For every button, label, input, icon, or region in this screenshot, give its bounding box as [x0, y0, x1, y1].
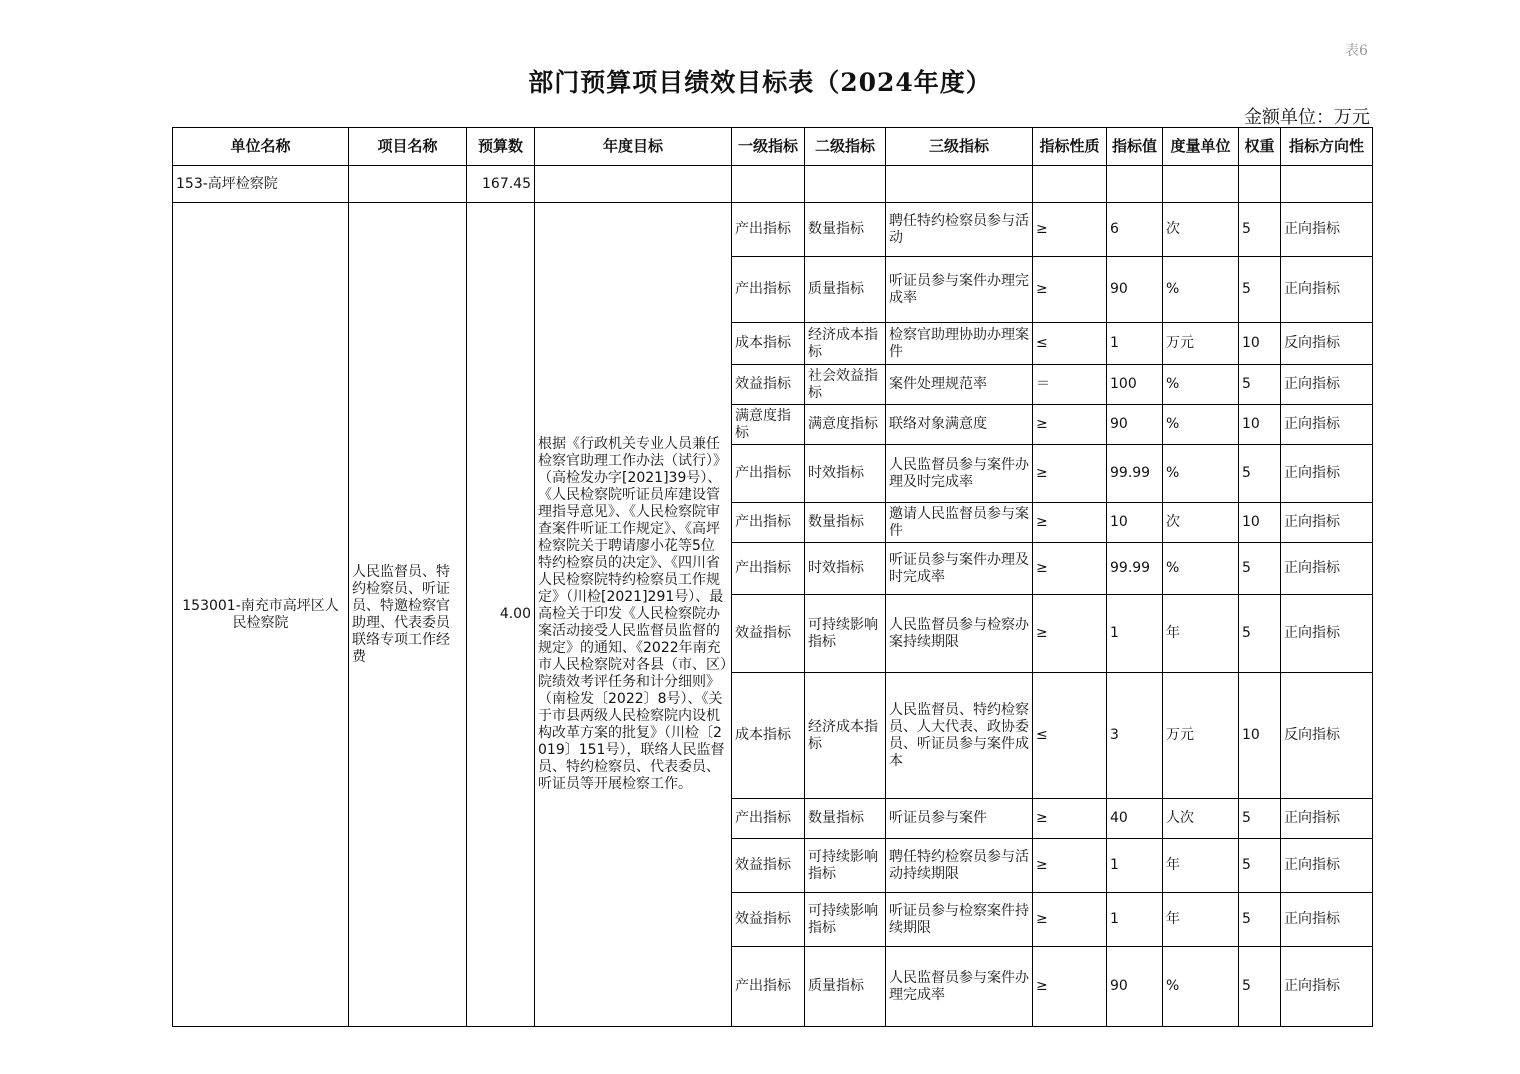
header-cell: 指标性质 — [1033, 128, 1107, 166]
indicator-level2: 满意度指标 — [805, 405, 886, 445]
empty-cell — [1107, 166, 1163, 203]
indicator-nature: ≥ — [1033, 405, 1107, 445]
indicator-level3: 听证员参与检察案件持续期限 — [886, 893, 1033, 947]
project-name: 人民监督员、特约检察员、听证员、特邀检察官助理、代表委员联络专项工作经费 — [349, 203, 467, 1027]
indicator-nature: ≤ — [1033, 323, 1107, 365]
empty-cell — [732, 166, 805, 203]
indicator-value: 1 — [1107, 839, 1163, 893]
indicator-direction: 正向指标 — [1281, 257, 1373, 323]
empty-cell — [1239, 166, 1281, 203]
indicator-nature: ≥ — [1033, 799, 1107, 839]
indicator-direction: 正向指标 — [1281, 947, 1373, 1027]
header-cell: 项目名称 — [349, 128, 467, 166]
header-cell: 三级指标 — [886, 128, 1033, 166]
indicator-direction: 反向指标 — [1281, 673, 1373, 799]
indicator-level2: 时效指标 — [805, 543, 886, 595]
indicator-row — [173, 203, 1373, 257]
indicator-weight: 10 — [1239, 323, 1281, 365]
indicator-level1: 产出指标 — [732, 257, 805, 323]
indicator-level2: 经济成本指标 — [805, 323, 886, 365]
indicator-weight: 5 — [1239, 257, 1281, 323]
indicator-value: 1 — [1107, 893, 1163, 947]
indicator-weight: 5 — [1239, 893, 1281, 947]
summary-unit: 153-高坪检察院 — [173, 166, 349, 203]
indicator-weight: 5 — [1239, 203, 1281, 257]
unit-note: 金额单位：万元 — [1244, 107, 1370, 128]
indicator-value: 3 — [1107, 673, 1163, 799]
indicator-direction: 正向指标 — [1281, 595, 1373, 673]
indicator-level1: 效益指标 — [732, 839, 805, 893]
indicator-direction: 正向指标 — [1281, 839, 1373, 893]
indicator-level1: 满意度指标 — [732, 405, 805, 445]
indicator-direction: 正向指标 — [1281, 893, 1373, 947]
indicator-level2: 可持续影响指标 — [805, 839, 886, 893]
indicator-value: 1 — [1107, 595, 1163, 673]
indicator-weight: 5 — [1239, 445, 1281, 503]
performance-table — [172, 127, 1373, 1027]
indicator-weight: 5 — [1239, 365, 1281, 405]
indicator-level2: 可持续影响指标 — [805, 595, 886, 673]
indicator-level3: 人民监督员、特约检察员、人大代表、政协委员、听证员参与案件成本 — [886, 673, 1033, 799]
indicator-level3: 聘任特约检察员参与活动 — [886, 203, 1033, 257]
indicator-level2: 质量指标 — [805, 947, 886, 1027]
header-cell: 预算数 — [467, 128, 535, 166]
indicator-nature: ≥ — [1033, 543, 1107, 595]
indicator-unit: 人次 — [1163, 799, 1239, 839]
indicator-unit: 万元 — [1163, 673, 1239, 799]
indicator-nature: ≥ — [1033, 839, 1107, 893]
header-cell: 指标值 — [1107, 128, 1163, 166]
indicator-nature: ≥ — [1033, 203, 1107, 257]
header-cell: 一级指标 — [732, 128, 805, 166]
header-cell: 权重 — [1239, 128, 1281, 166]
indicator-level2: 数量指标 — [805, 203, 886, 257]
indicator-level1: 产出指标 — [732, 503, 805, 543]
indicator-value: 90 — [1107, 257, 1163, 323]
header-cell: 单位名称 — [173, 128, 349, 166]
indicator-unit: % — [1163, 365, 1239, 405]
indicator-value: 6 — [1107, 203, 1163, 257]
indicator-level1: 成本指标 — [732, 323, 805, 365]
project-unit: 153001-南充市高坪区人民检察院 — [173, 203, 349, 1027]
table-tag: 表6 — [1345, 43, 1368, 59]
indicator-value: 90 — [1107, 405, 1163, 445]
indicator-level3: 邀请人民监督员参与案件 — [886, 503, 1033, 543]
indicator-value: 1 — [1107, 323, 1163, 365]
indicator-weight: 5 — [1239, 543, 1281, 595]
indicator-weight: 5 — [1239, 947, 1281, 1027]
indicator-weight: 10 — [1239, 673, 1281, 799]
indicator-direction: 正向指标 — [1281, 203, 1373, 257]
indicator-unit: 年 — [1163, 595, 1239, 673]
indicator-level1: 成本指标 — [732, 673, 805, 799]
header-cell: 年度目标 — [535, 128, 732, 166]
indicator-value: 99.99 — [1107, 543, 1163, 595]
indicator-unit: 年 — [1163, 839, 1239, 893]
indicator-level3: 聘任特约检察员参与活动持续期限 — [886, 839, 1033, 893]
header-cell: 二级指标 — [805, 128, 886, 166]
empty-cell — [1033, 166, 1107, 203]
empty-cell — [886, 166, 1033, 203]
header-cell: 指标方向性 — [1281, 128, 1373, 166]
empty-cell — [1281, 166, 1373, 203]
indicator-nature: ≥ — [1033, 445, 1107, 503]
indicator-level3: 人民监督员参与检察办案持续期限 — [886, 595, 1033, 673]
indicator-nature: ≥ — [1033, 947, 1107, 1027]
indicator-nature: ≥ — [1033, 595, 1107, 673]
indicator-direction: 正向指标 — [1281, 543, 1373, 595]
header-row — [173, 128, 1373, 166]
indicator-weight: 10 — [1239, 503, 1281, 543]
indicator-direction: 正向指标 — [1281, 405, 1373, 445]
indicator-value: 40 — [1107, 799, 1163, 839]
indicator-unit: % — [1163, 445, 1239, 503]
page-title: 部门预算项目绩效目标表（2024年度） — [528, 68, 992, 97]
indicator-level3: 听证员参与案件 — [886, 799, 1033, 839]
indicator-level3: 听证员参与案件办理及时完成率 — [886, 543, 1033, 595]
indicator-value: 100 — [1107, 365, 1163, 405]
indicator-weight: 5 — [1239, 839, 1281, 893]
indicator-level1: 产出指标 — [732, 543, 805, 595]
indicator-level2: 社会效益指标 — [805, 365, 886, 405]
indicator-unit: 次 — [1163, 503, 1239, 543]
indicator-unit: 次 — [1163, 203, 1239, 257]
indicator-level2: 可持续影响指标 — [805, 893, 886, 947]
header-cell: 度量单位 — [1163, 128, 1239, 166]
annual-goal: 根据《行政机关专业人员兼任检察官助理工作办法（试行）》（高检发办字[2021]39号）、《人民检察院听证员库建设管理指导意见》、《人民检察院审查案件听证工作规定》、《高坪检察院关于聘请廖小花等5位特约检察员的决定》、《四川省人民检察院特约检察员工作规定》（川检[2021]291号）、最高检关于印发《人民检察院办案活动接受人民监督员监督的规定》的通知、《2022年南充市人民检察院对各县（市、区）院绩效考评任务和计分细则》（南检发〔2022〕8号）、《关于市县两级人民检察院内设机构改革方案的批复》（川检〔2019〕151号），联络人民监督员、特约检察员、代表委员、听证员等开展检察工作。 — [535, 203, 732, 1027]
indicator-level1: 效益指标 — [732, 595, 805, 673]
indicator-nature: ≥ — [1033, 893, 1107, 947]
indicator-direction: 反向指标 — [1281, 323, 1373, 365]
indicator-direction: 正向指标 — [1281, 365, 1373, 405]
indicator-nature: ≤ — [1033, 673, 1107, 799]
indicator-level1: 产出指标 — [732, 947, 805, 1027]
indicator-value: 99.99 — [1107, 445, 1163, 503]
indicator-level1: 产出指标 — [732, 203, 805, 257]
indicator-level1: 产出指标 — [732, 799, 805, 839]
indicator-level2: 数量指标 — [805, 799, 886, 839]
summary-row — [173, 166, 1373, 203]
empty-cell — [349, 166, 467, 203]
indicator-level1: 产出指标 — [732, 445, 805, 503]
indicator-level3: 人民监督员参与案件办理完成率 — [886, 947, 1033, 1027]
indicator-level3: 人民监督员参与案件办理及时完成率 — [886, 445, 1033, 503]
indicator-level1: 效益指标 — [732, 365, 805, 405]
project-budget: 4.00 — [467, 203, 535, 1027]
indicator-nature: ≥ — [1033, 503, 1107, 543]
indicator-weight: 5 — [1239, 799, 1281, 839]
indicator-unit: % — [1163, 257, 1239, 323]
indicator-unit: % — [1163, 405, 1239, 445]
indicator-level2: 经济成本指标 — [805, 673, 886, 799]
indicator-level3: 检察官助理协助办理案件 — [886, 323, 1033, 365]
indicator-nature: ≥ — [1033, 257, 1107, 323]
indicator-level3: 听证员参与案件办理完成率 — [886, 257, 1033, 323]
indicator-level2: 数量指标 — [805, 503, 886, 543]
indicator-weight: 5 — [1239, 595, 1281, 673]
indicator-unit: % — [1163, 543, 1239, 595]
indicator-direction: 正向指标 — [1281, 503, 1373, 543]
indicator-unit: % — [1163, 947, 1239, 1027]
indicator-unit: 年 — [1163, 893, 1239, 947]
indicator-unit: 万元 — [1163, 323, 1239, 365]
empty-cell — [805, 166, 886, 203]
indicator-value: 10 — [1107, 503, 1163, 543]
indicator-direction: 正向指标 — [1281, 445, 1373, 503]
indicator-level1: 效益指标 — [732, 893, 805, 947]
empty-cell — [1163, 166, 1239, 203]
indicator-value: 90 — [1107, 947, 1163, 1027]
indicator-level2: 质量指标 — [805, 257, 886, 323]
indicator-direction: 正向指标 — [1281, 799, 1373, 839]
indicator-level3: 案件处理规范率 — [886, 365, 1033, 405]
indicator-level2: 时效指标 — [805, 445, 886, 503]
summary-budget: 167.45 — [467, 166, 535, 203]
indicator-level3: 联络对象满意度 — [886, 405, 1033, 445]
indicator-weight: 10 — [1239, 405, 1281, 445]
empty-cell — [535, 166, 732, 203]
indicator-nature: ＝ — [1033, 365, 1107, 405]
